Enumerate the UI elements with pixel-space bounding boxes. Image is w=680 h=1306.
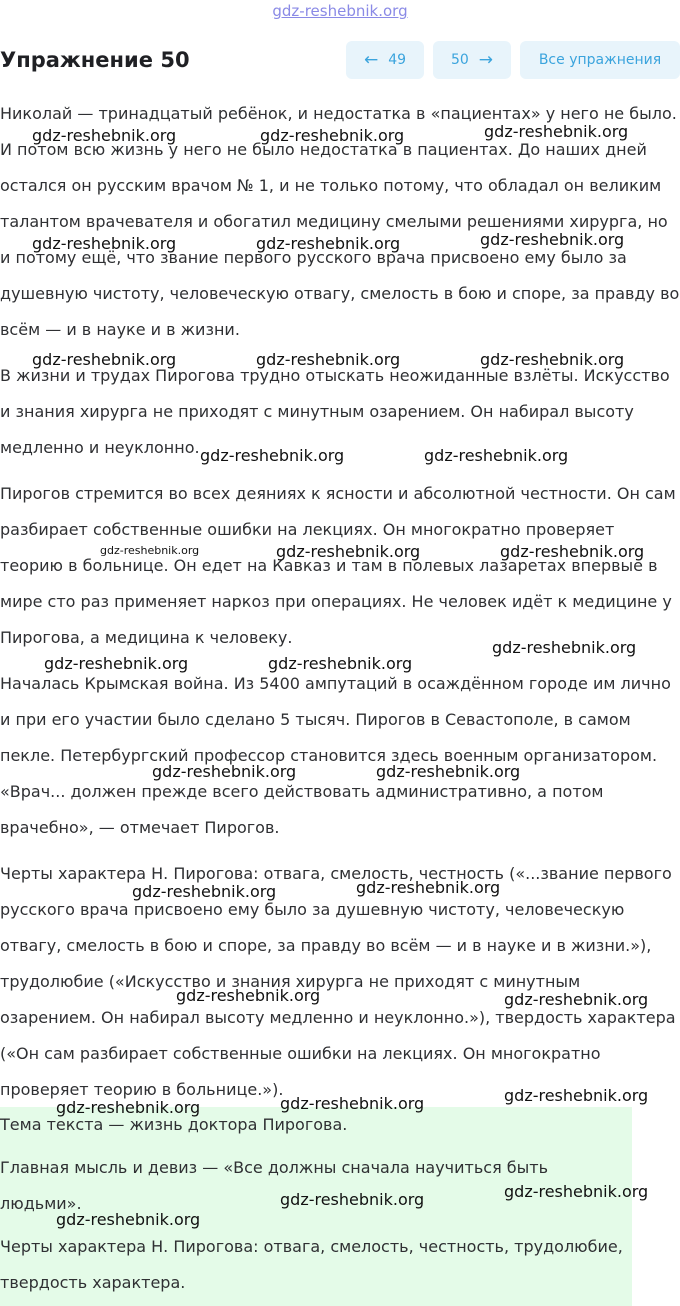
exercise-header bbox=[0, 40, 680, 82]
watermark: gdz-reshebnik.org bbox=[480, 230, 625, 249]
watermark: gdz-reshebnik.org bbox=[376, 762, 521, 781]
watermark: gdz-reshebnik.org bbox=[480, 350, 625, 369]
text-paragraph: Николай — тринадцатый ребёнок, и недостатка в «пациентах» у него не было. И потом всю жизнь у него не было недостатка в пациентах. До наших дней остался он русским врачом № 1, и не только потому, что обладал он великим талантом врачевателя и обогатил медицину смелыми решениями хирурга, но и потому ещё, что звание первого русского врача присвоено ему было за душевную чистоту, человеческую отвагу, смелость в бою и споре, за правду во всём — и в науке и в жизни. bbox=[0, 104, 680, 339]
watermark: gdz-reshebnik.org bbox=[500, 542, 645, 561]
text-paragraph: Пирогов стремится во всех деяниях к ясности и абсолютной честности. Он сам разбирает собственные ошибки на лекциях. Он многократно проверяет теорию в больнице. Он едет на Кавказ и там в полевых лазаретах впервые в мире сто раз применяет наркоз при операциях. Не человек идёт к медицине у Пирогова, а медицина к человеку. bbox=[0, 484, 676, 647]
watermark: gdz-reshebnik.org bbox=[32, 350, 177, 369]
watermark: gdz-reshebnik.org bbox=[424, 446, 569, 465]
text-paragraph: В жизни и трудах Пирогова трудно отыскать неожиданные взлёты. Искусство и знания хирурга не приходят с минутным озарением. Он набирал высоту медленно и неуклонно. bbox=[0, 366, 670, 457]
prev-exercise-label: 49 bbox=[388, 52, 407, 68]
watermark: gdz-reshebnik.org bbox=[132, 882, 277, 901]
watermark: gdz-reshebnik.org bbox=[256, 234, 401, 253]
watermark: gdz-reshebnik.org bbox=[56, 1210, 201, 1229]
watermark: gdz-reshebnik.org bbox=[256, 350, 401, 369]
watermark: gdz-reshebnik.org bbox=[32, 126, 177, 145]
all-exercises-button[interactable]: Все упражнения bbox=[520, 41, 680, 79]
arrow-right-icon: → bbox=[478, 50, 494, 70]
page-title: Упражнение 50 bbox=[0, 48, 190, 72]
text-paragraph: Черты характера Н. Пирогова: отвага, смелость, честность («...звание первого русского врача присвоено ему было за душевную чистоту, человеческую отвагу, смелость в бою и споре, за правду во всём — и в науке и в жизни.»), трудолюбие («Искусство и знания хирурга не приходят с минутным озарением. Он набирал высоту медленно и неуклонно.»), твердость характера («Он сам разбирает собственные ошибки на лекциях. Он многократно проверяет теорию в больнице.»). bbox=[0, 864, 676, 1099]
watermark: gdz-reshebnik.org bbox=[484, 122, 629, 141]
watermark: gdz-reshebnik.org bbox=[200, 446, 345, 465]
next-exercise-label: 50 bbox=[450, 52, 469, 68]
watermark: gdz-reshebnik.org bbox=[260, 126, 405, 145]
watermark: gdz-reshebnik.org bbox=[504, 1182, 649, 1201]
prev-exercise-button[interactable] bbox=[346, 41, 424, 79]
watermark: gdz-reshebnik.org bbox=[268, 654, 413, 673]
watermark: gdz-reshebnik.org bbox=[152, 762, 297, 781]
watermark: gdz-reshebnik.org bbox=[176, 986, 321, 1005]
watermark: gdz-reshebnik.org bbox=[56, 1098, 201, 1117]
answer-traits: Черты характера Н. Пирогова: отвага, смелость, честность, трудолюбие, твердость характера. bbox=[0, 1237, 623, 1292]
watermark: gdz-reshebnik.org bbox=[44, 654, 189, 673]
watermark: gdz-reshebnik.org bbox=[280, 1094, 425, 1113]
watermark: gdz-reshebnik.org bbox=[492, 638, 637, 657]
watermark: gdz-reshebnik.org bbox=[100, 544, 200, 557]
next-exercise-button[interactable] bbox=[433, 41, 511, 79]
answer-idea: Главная мысль и девиз — «Все должны сначала научиться быть людьми». bbox=[0, 1158, 549, 1213]
watermark: gdz-reshebnik.org bbox=[32, 234, 177, 253]
watermark: gdz-reshebnik.org bbox=[280, 1190, 425, 1209]
answer-theme: Тема текста — жизнь доктора Пирогова. bbox=[0, 1115, 348, 1134]
watermark: gdz-reshebnik.org bbox=[356, 878, 501, 897]
site-link[interactable]: gdz-reshebnik.org bbox=[272, 2, 408, 20]
arrow-left-icon: ← bbox=[363, 50, 379, 70]
text-paragraph: Началась Крымская война. Из 5400 ампутаций в осаждённом городе им лично и при его участии было сделано 5 тысяч. Пирогов в Севастополе, в самом пекле. Петербургский профессор становится здесь военным организатором. «Врач... должен прежде всего действовать административно, а потом врачебно», — отмечает Пирогов. bbox=[0, 674, 671, 837]
watermark: gdz-reshebnik.org bbox=[504, 1086, 649, 1105]
watermark: gdz-reshebnik.org bbox=[504, 990, 649, 1009]
watermark: gdz-reshebnik.org bbox=[276, 542, 421, 561]
